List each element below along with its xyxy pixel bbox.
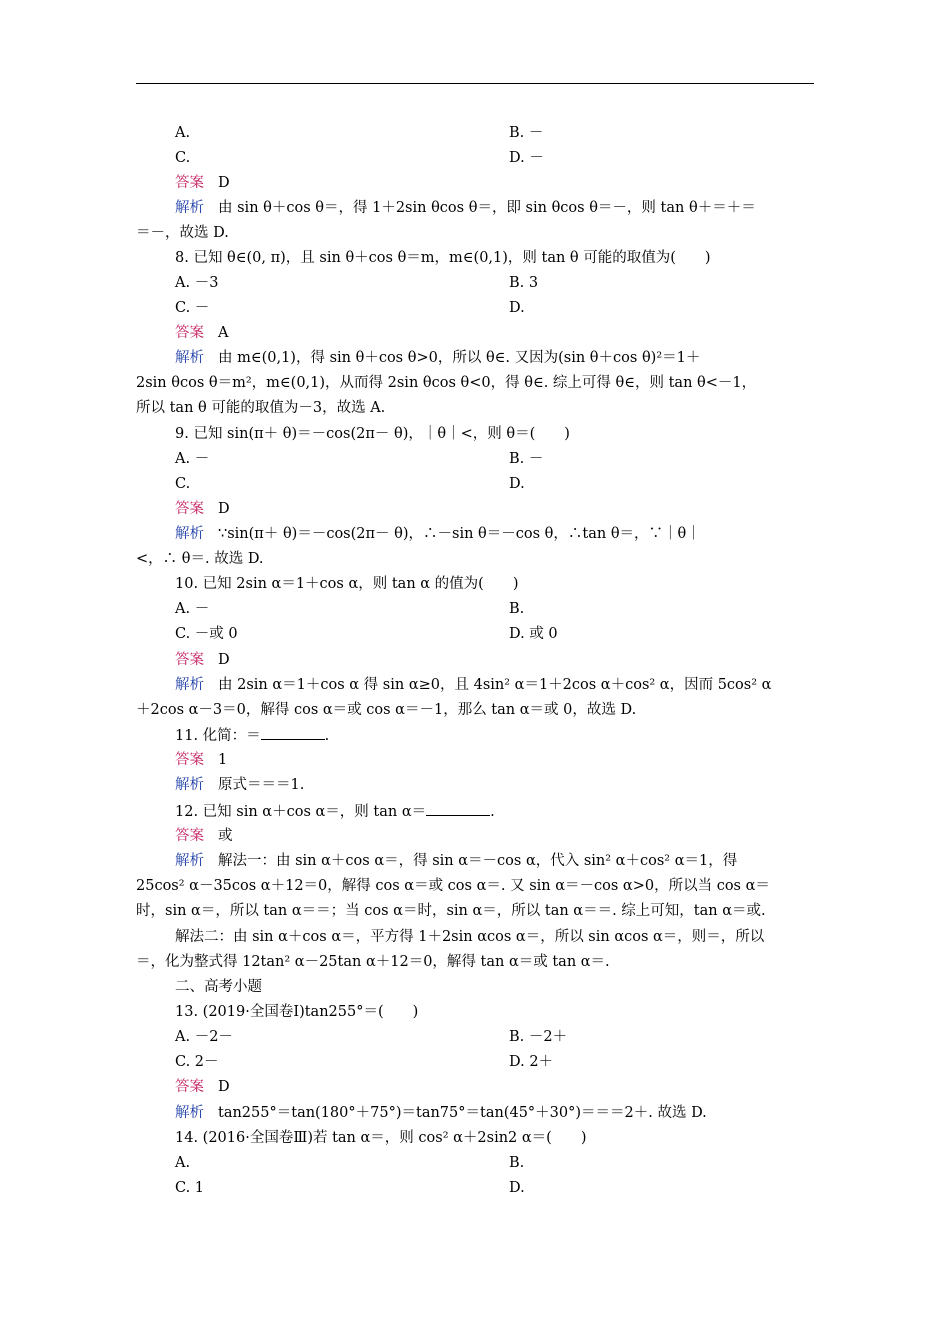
analysis-line	[175, 775, 304, 795]
question-stem: 9. 已知 sin(π＋ θ)＝－cos(2π－ θ)，｜θ｜<，则 θ＝( )	[175, 426, 570, 442]
answer-value: D	[218, 1079, 230, 1095]
analysis-text: 解法一：由 sin α＋cos α＝，得 sin α＝－cos α，代入 sin² α＋cos² α＝1，得	[218, 853, 738, 869]
answer-line	[175, 499, 230, 519]
analysis-text: 由 sin θ＋cos θ＝，得 1＋2sin θcos θ＝，即 sin θcos θ＝－，则 tan θ＋＝＋＝	[218, 200, 756, 216]
stem-end: .	[324, 728, 330, 744]
answer-line	[175, 650, 230, 670]
answer-value: D	[218, 652, 230, 668]
option-c: C. 1	[175, 1180, 205, 1196]
option-d: D. 或 0	[509, 626, 558, 642]
stem-text: 12. 已知 sin α＋cos α＝，则 tan α＝	[175, 804, 427, 820]
question-stem: 8. 已知 θ∈(0, π)，且 sin θ＋cos θ＝m，m∈(0,1)，则 tan θ 可能的取值为( )	[175, 250, 711, 266]
header-rule	[136, 83, 814, 84]
answer-value: D	[218, 501, 230, 517]
analysis-line	[175, 198, 756, 218]
analysis-text: 所以 tan θ 可能的取值为－3，故选 A.	[136, 400, 386, 416]
stem-text: 11. 化简：＝	[175, 728, 261, 744]
section-heading: 二、高考小题	[175, 979, 262, 995]
option-d: D.	[509, 300, 525, 316]
question-stem: 10. 已知 2sin α＝1＋cos α，则 tan α 的值为( )	[175, 576, 519, 592]
answer-line	[175, 323, 228, 343]
option-a: A. －	[175, 601, 210, 617]
answer-label: 答案	[175, 1079, 204, 1095]
option-a: A. －3	[175, 275, 219, 291]
option-c: C.	[175, 150, 191, 166]
analysis-text: tan255°＝tan(180°＋75°)＝tan75°＝tan(45°＋30°)＝＝＝2＋. 故选 D.	[218, 1105, 707, 1121]
analysis-text: 2sin θcos θ＝m²，m∈(0,1)，从而得 2sin θcos θ<0，得 θ∈. 综上可得 θ∈，则 tan θ<－1，	[136, 375, 757, 391]
analysis-text: 由 2sin α＝1＋cos α 得 sin α≥0，且 4sin² α＝1＋2cos α＋cos² α，因而 5cos² α	[218, 677, 772, 693]
answer-line	[175, 1077, 230, 1097]
answer-value: D	[218, 175, 230, 191]
analysis-text: 25cos² α－35cos α＋12＝0，解得 cos α＝或 cos α＝. 又 sin α＝－cos α>0，所以当 cos α＝	[136, 878, 770, 894]
analysis-label: 解析	[175, 677, 204, 693]
analysis-line	[175, 348, 700, 368]
analysis-line	[175, 524, 701, 544]
option-b: B. 3	[509, 275, 539, 291]
answer-label: 答案	[175, 501, 204, 517]
option-d: D. 2＋	[509, 1054, 554, 1070]
answer-value: 或	[218, 828, 233, 844]
answer-line	[175, 826, 233, 846]
analysis-label: 解析	[175, 200, 204, 216]
analysis-line	[175, 675, 771, 695]
analysis-label: 解析	[175, 853, 204, 869]
option-b: B. －	[509, 451, 544, 467]
analysis-label: 解析	[175, 526, 204, 542]
option-d: D.	[509, 1180, 525, 1196]
option-a: A. －	[175, 451, 210, 467]
answer-value: 1	[218, 752, 228, 768]
option-a: A. －2－	[175, 1029, 233, 1045]
analysis-text: 时，sin α＝，所以 tan α＝＝；当 cos α＝时，sin α＝，所以 tan α＝＝. 综上可知，tan α＝或.	[136, 903, 766, 919]
analysis-text: ∵sin(π＋ θ)＝－cos(2π－ θ)，∴－sin θ＝－cos θ，∴tan θ＝，∵｜θ｜	[218, 526, 701, 542]
analysis-label: 解析	[175, 350, 204, 366]
option-c: C. －	[175, 300, 210, 316]
question-stem	[175, 725, 329, 745]
analysis-text: 由 m∈(0,1)，得 sin θ＋cos θ>0，所以 θ∈. 又因为(sin θ＋cos θ)²＝1＋	[218, 350, 701, 366]
option-c: C. －或 0	[175, 626, 238, 642]
answer-blank	[426, 801, 490, 816]
analysis-text: 原式＝＝＝1.	[218, 777, 305, 793]
answer-line	[175, 173, 230, 193]
option-b: B.	[509, 601, 525, 617]
option-c: C. 2－	[175, 1054, 219, 1070]
answer-blank	[261, 725, 325, 740]
analysis-line	[175, 851, 737, 871]
analysis-text: 解法二：由 sin α＋cos α＝，平方得 1＋2sin αcos α＝，所以 sin αcos α＝，则＝，所以	[175, 929, 765, 945]
answer-value: A	[218, 325, 229, 341]
analysis-line	[175, 1103, 707, 1123]
stem-end: .	[490, 804, 495, 820]
analysis-text: ＝，化为整式得 12tan² α－25tan α＋12＝0，解得 tan α＝或 tan α＝.	[136, 954, 610, 970]
option-b: B. －2＋	[509, 1029, 568, 1045]
option-a: A.	[175, 125, 191, 141]
analysis-label: 解析	[175, 777, 204, 793]
question-stem: 14. (2016·全国卷Ⅲ)若 tan α＝，则 cos² α＋2sin2 α＝( )	[175, 1130, 587, 1146]
option-b: B. －	[509, 125, 544, 141]
answer-line	[175, 750, 227, 770]
option-a: A.	[175, 1155, 191, 1171]
answer-label: 答案	[175, 652, 204, 668]
question-stem: 13. (2019·全国卷Ⅰ)tan255°＝( )	[175, 1004, 419, 1020]
option-d: D. －	[509, 150, 544, 166]
question-stem	[175, 801, 495, 821]
option-d: D.	[509, 476, 525, 492]
analysis-text: ＋2cos α－3＝0，解得 cos α＝或 cos α＝－1，那么 tan α＝或 0，故选 D.	[136, 702, 637, 718]
option-b: B.	[509, 1155, 525, 1171]
option-c: C.	[175, 476, 191, 492]
answer-label: 答案	[175, 828, 204, 844]
answer-label: 答案	[175, 752, 204, 768]
answer-label: 答案	[175, 175, 204, 191]
answer-label: 答案	[175, 325, 204, 341]
analysis-label: 解析	[175, 1105, 204, 1121]
analysis-text: <，∴ θ＝. 故选 D.	[136, 551, 264, 567]
analysis-text: ＝－，故选 D.	[136, 225, 229, 241]
